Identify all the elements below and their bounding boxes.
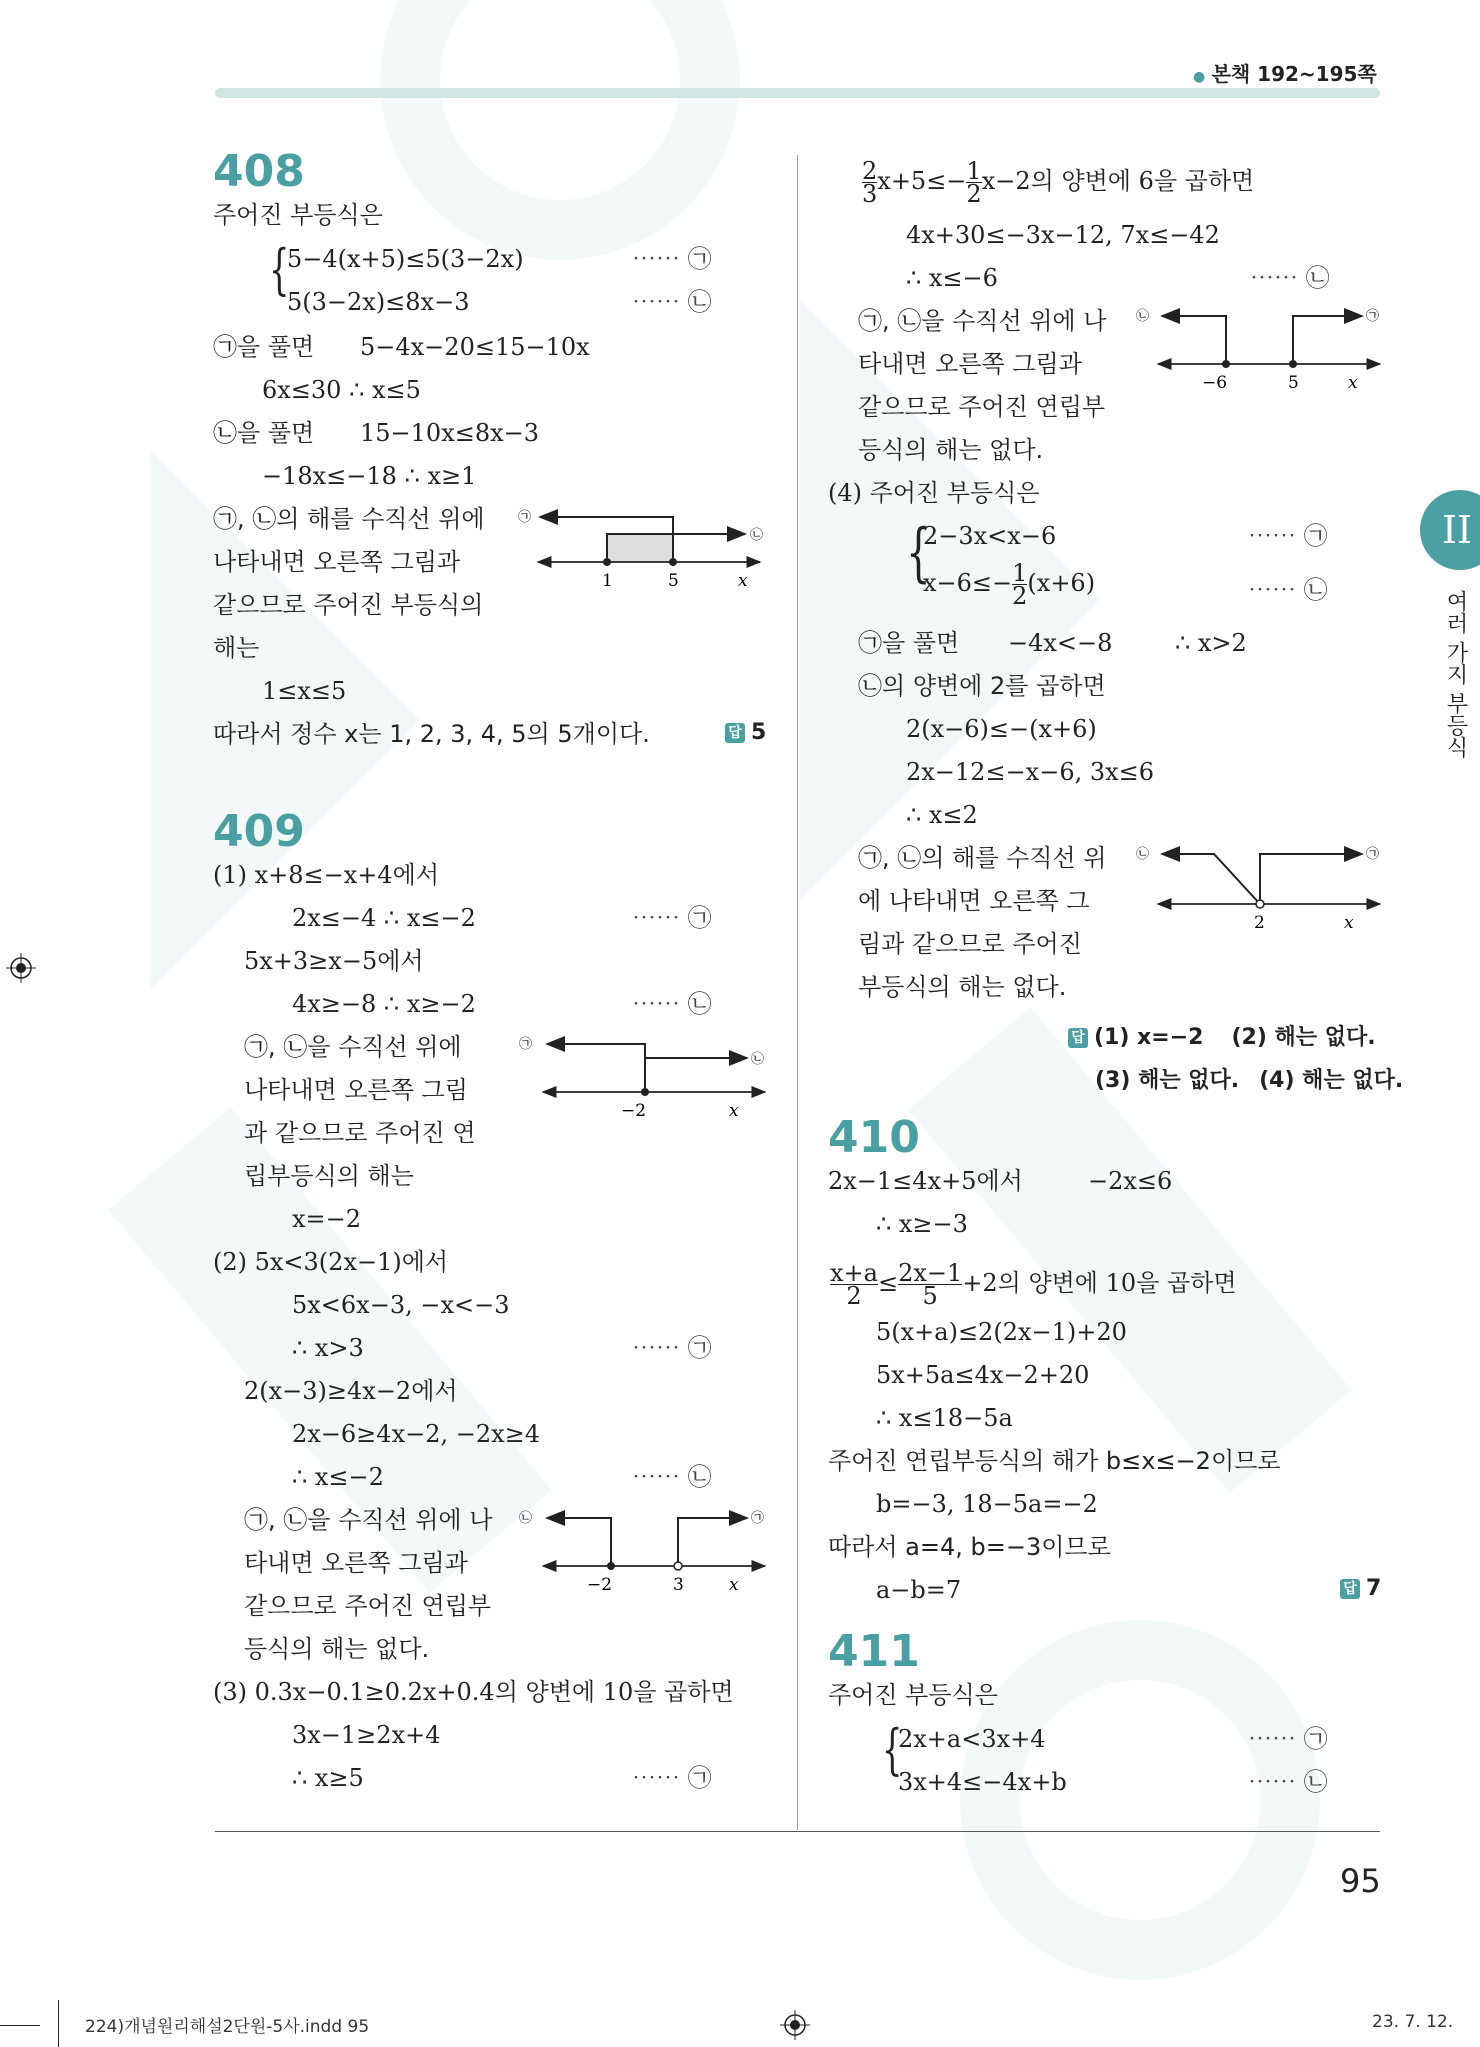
p409-1-desc-1: ㉠, ㉡을 수직선 위에 xyxy=(244,1033,462,1061)
p408-conclusion: 따라서 정수 x는 1, 2, 3, 4, 5의 5개이다. xyxy=(213,720,650,748)
p409-answer-row-2 xyxy=(1095,1063,1403,1094)
p409-2-line1: (2) 5x<3(2x−1)에서 xyxy=(213,1248,449,1276)
svg-text:㉡: ㉡ xyxy=(519,1511,533,1526)
bottom-rule xyxy=(215,1831,1380,1832)
p410-line9: 따라서 a=4, b=−3이므로 xyxy=(828,1533,1111,1561)
p410-answer-value: 7 xyxy=(1366,1576,1382,1601)
p408-number-line xyxy=(510,500,770,600)
p409-1-desc-4: 립부등식의 해는 xyxy=(244,1162,414,1190)
registration-mark-icon xyxy=(6,953,36,983)
p411-system-1: 2x+a<3x+4 xyxy=(898,1725,1046,1753)
p409-4-desc-4: 부등식의 해는 없다. xyxy=(858,973,1067,1001)
nl-label-x: x xyxy=(729,1575,739,1595)
p409-4-mark-2: ⋯⋯ ㉡ xyxy=(1248,576,1328,604)
p409-2-line4: 2(x−3)≥4x−2에서 xyxy=(244,1377,458,1405)
p409-3-cont-line2: 4x+30≤−3x−12, 7x≤−42 xyxy=(906,221,1220,249)
p408-solution: 1≤x≤5 xyxy=(262,677,347,705)
frac-2x1-5: $\frac{2x-1}{5}$ xyxy=(898,1259,963,1310)
p409-4-brace: { xyxy=(906,516,931,590)
p411-intro: 주어진 부등식은 xyxy=(828,1681,998,1709)
p408-step-3b: 15−10x≤8x−3 xyxy=(360,419,540,447)
p409-3-cont-mark: ⋯⋯ ㉡ xyxy=(1250,264,1330,292)
p409-1-number-line xyxy=(515,1030,775,1130)
header-ref xyxy=(1193,58,1377,87)
problem-411-number: 411 xyxy=(828,1626,920,1677)
p409-4-step-2: ㉡의 양변에 2를 곱하면 xyxy=(858,672,1106,700)
p408-brace: { xyxy=(268,238,290,301)
p408-intro: 주어진 부등식은 xyxy=(213,201,383,229)
p411-mark-1: ⋯⋯ ㉠ xyxy=(1248,1725,1328,1753)
p409-1-desc-3: 과 같으므로 주어진 연 xyxy=(244,1119,476,1147)
p409-2-number-line xyxy=(515,1500,775,1600)
p409-3-line1: (3) 0.3x−0.1≥0.2x+0.4의 양변에 10을 곱하면 xyxy=(213,1678,734,1706)
p409-4-step-4: 2x−12≤−x−6, 3x≤6 xyxy=(906,758,1155,786)
frac-2-3: $\frac{2}{3}$ xyxy=(862,157,878,208)
p409-answer-4: (4) 해는 없다. xyxy=(1259,1068,1404,1093)
p409-3-cont-line3: ∴ x≤−6 xyxy=(906,264,998,292)
svg-text:㉠: ㉠ xyxy=(751,1511,765,1526)
p410-answer xyxy=(1340,1576,1381,1601)
nl-label-2: 2 xyxy=(1254,913,1265,933)
bullet-icon: ● xyxy=(1193,69,1206,85)
p408-system-1: 5−4(x+5)≤5(3−2x) xyxy=(287,245,524,273)
p409-4-line1: (4) 주어진 부등식은 xyxy=(828,479,1040,507)
svg-text:㉠: ㉠ xyxy=(519,1037,533,1052)
nl-label-x: x xyxy=(729,1101,739,1121)
nl-label-x: x xyxy=(738,571,748,591)
answer-badge: 답 xyxy=(1068,1028,1088,1048)
p409-4-desc-1: ㉠, ㉡의 해를 수직선 위 xyxy=(858,844,1107,872)
p409-4-desc-2: 에 나타내면 오른쪽 그 xyxy=(858,887,1090,915)
p409-1-solution: x=−2 xyxy=(292,1205,362,1233)
problem-410-number: 410 xyxy=(828,1112,920,1163)
p410-line10: a−b=7 xyxy=(876,1576,962,1604)
p408-step-1a: ㉠을 풀면 xyxy=(213,333,315,361)
p408-system-2: 5(3−2x)≤8x−3 xyxy=(287,288,470,316)
nl-label-neg2: −2 xyxy=(587,1575,613,1595)
crop-mark xyxy=(0,2025,40,2026)
p409-2-desc-2: 타내면 오른쪽 그림과 xyxy=(244,1549,468,1577)
svg-text:㉡: ㉡ xyxy=(751,1052,765,1067)
crop-mark xyxy=(58,2000,59,2047)
svg-text:㉠: ㉠ xyxy=(1366,309,1380,324)
p409-3-mark-1: ⋯⋯ ㉠ xyxy=(632,1764,712,1792)
problem-408-number: 408 xyxy=(213,146,305,197)
p409-2-line2: 5x<6x−3, −x<−3 xyxy=(292,1291,510,1319)
p410-line8: b=−3, 18−5a=−2 xyxy=(876,1490,1098,1518)
p410-line1a: 2x−1≤4x+5에서 xyxy=(828,1167,1023,1195)
p408-desc-2: 나타내면 오른쪽 그림과 xyxy=(213,548,461,576)
p411-mark-2: ⋯⋯ ㉡ xyxy=(1248,1768,1328,1796)
svg-text:㉡: ㉡ xyxy=(1136,309,1150,324)
p409-answer-1: (1) x=−2 xyxy=(1094,1025,1204,1050)
p410-line1b: −2x≤6 xyxy=(1088,1167,1173,1195)
p410-line4: 5(x+a)≤2(2x−1)+20 xyxy=(876,1318,1127,1346)
p409-2-desc-3: 같으므로 주어진 연립부 xyxy=(244,1592,492,1620)
p409-3-line2: 3x−1≥2x+4 xyxy=(292,1721,441,1749)
p409-4-mark-1: ⋯⋯ ㉠ xyxy=(1248,522,1328,550)
p409-2-desc-1: ㉠, ㉡을 수직선 위에 나 xyxy=(244,1506,493,1534)
p408-mark-1: ⋯⋯ ㉠ xyxy=(632,245,712,273)
p409-4-sys2: x−6≤− $\frac{1}{2}$ (x+6) xyxy=(923,559,1096,610)
p408-desc-3: 같으므로 주어진 부등식의 xyxy=(213,591,484,619)
p409-answer-2: (2) 해는 없다. xyxy=(1231,1025,1376,1050)
p408-desc-4: 해는 xyxy=(213,634,260,662)
p409-3-desc-3: 같으므로 주어진 연립부 xyxy=(858,393,1106,421)
p408-step-3a: ㉡을 풀면 xyxy=(213,419,315,447)
frac-1-2: $\frac{1}{2}$ xyxy=(1012,559,1028,610)
p409-2-line6: ∴ x≤−2 xyxy=(292,1463,384,1491)
p409-3-line3: ∴ x≥5 xyxy=(292,1764,364,1792)
p411-system-2: 3x+4≤−4x+b xyxy=(898,1768,1067,1796)
nl-label-neg2: −2 xyxy=(621,1101,647,1121)
answer-badge: 답 xyxy=(1340,1579,1360,1599)
p409-4-desc-3: 림과 같으므로 주어진 xyxy=(858,930,1082,958)
svg-text:㉠: ㉠ xyxy=(1366,847,1380,862)
p409-1-line4: 4x≥−8 ∴ x≥−2 xyxy=(292,990,476,1018)
side-tab-roman: II xyxy=(1442,508,1473,552)
p408-desc-1: ㉠, ㉡의 해를 수직선 위에 xyxy=(213,505,485,533)
p408-answer-value: 5 xyxy=(751,720,767,745)
p410-line2: ∴ x≥−3 xyxy=(876,1210,968,1238)
frac-1-2: $\frac{1}{2}$ xyxy=(966,157,982,208)
page-number: 95 xyxy=(1340,1862,1381,1900)
p409-3-cont-line1 xyxy=(862,157,1255,208)
p408-step-1b: 5−4x−20≤15−10x xyxy=(360,333,590,361)
nl-label-3: 3 xyxy=(673,1575,684,1595)
p409-answer-3: (3) 해는 없다. xyxy=(1095,1068,1240,1093)
nl-label-5: 5 xyxy=(1288,373,1299,393)
footer-file: 224)개념원리해설2단원-5사.indd 95 xyxy=(85,2017,370,2037)
header-bar xyxy=(215,88,1380,98)
p409-1-desc-2: 나타내면 오른쪽 그림 xyxy=(244,1076,468,1104)
column-divider xyxy=(797,155,798,1830)
nl-label-5: 5 xyxy=(668,571,679,591)
p409-3-cont-text-a: x+5≤− xyxy=(877,167,967,195)
p411-brace: { xyxy=(881,1718,903,1781)
p408-mark-2: ⋯⋯ ㉡ xyxy=(632,288,712,316)
p409-4-step-5: ∴ x≤2 xyxy=(906,801,978,829)
p409-answer-row-1 xyxy=(1068,1020,1376,1051)
p409-4-step-1c: ∴ x>2 xyxy=(1175,629,1247,657)
p409-3-desc-4: 등식의 해는 없다. xyxy=(858,436,1044,464)
p409-2-mark-2: ⋯⋯ ㉡ xyxy=(632,1463,712,1491)
p409-3-cont-text-b: x−2의 양변에 6을 곱하면 xyxy=(981,167,1255,195)
answer-badge: 답 xyxy=(725,723,745,743)
p408-step-2: 6x≤30 ∴ x≤5 xyxy=(262,376,421,404)
p409-4-step-3: 2(x−6)≤−(x+6) xyxy=(906,715,1097,743)
p409-1-line3: 5x+3≥x−5에서 xyxy=(244,947,424,975)
p409-4-step-1a: ㉠을 풀면 xyxy=(858,629,960,657)
registration-mark-icon xyxy=(780,2010,810,2040)
nl-label-1: 1 xyxy=(602,571,613,591)
nl-label-x: x xyxy=(1348,373,1358,393)
p410-line6: ∴ x≤18−5a xyxy=(876,1404,1013,1432)
side-tab-chapter: 여러 가지 부등식 xyxy=(1443,590,1468,758)
p409-3-desc-1: ㉠, ㉡을 수직선 위에 나 xyxy=(858,307,1107,335)
p409-1-line1: (1) x+8≤−x+4에서 xyxy=(213,861,440,889)
p408-answer xyxy=(725,720,766,745)
p409-2-line5: 2x−6≥4x−2, −2x≥4 xyxy=(292,1420,541,1448)
p409-1-mark-1: ⋯⋯ ㉠ xyxy=(632,904,712,932)
p409-1-mark-2: ⋯⋯ ㉡ xyxy=(632,990,712,1018)
p409-3-number-line xyxy=(1130,300,1390,400)
mark-b-icon: ㉡ xyxy=(750,528,764,543)
svg-text:㉡: ㉡ xyxy=(1136,847,1150,862)
p409-3-desc-2: 타내면 오른쪽 그림과 xyxy=(858,350,1082,378)
footer-date: 23. 7. 12. xyxy=(1372,2012,1454,2032)
frac-xa-2: $\frac{x+a}{2}$ xyxy=(830,1259,878,1310)
p410-line7: 주어진 연립부등식의 해가 b≤x≤−2이므로 xyxy=(828,1447,1281,1475)
problem-409-number: 409 xyxy=(213,806,305,857)
p409-2-desc-4: 등식의 해는 없다. xyxy=(244,1635,430,1663)
p409-1-line2: 2x≤−4 ∴ x≤−2 xyxy=(292,904,476,932)
p409-2-line3: ∴ x>3 xyxy=(292,1334,364,1362)
p409-2-mark-1: ⋯⋯ ㉠ xyxy=(632,1334,712,1362)
p409-4-step-1b: −4x<−8 xyxy=(1008,629,1113,657)
p410-line3: $\frac{x+a}{2}$ ≤ $\frac{2x-1}{5}$ +2의 양변에 10을 곱하면 xyxy=(830,1259,1237,1310)
book-page-ref: 본책 192~195쪽 xyxy=(1211,62,1377,86)
mark-a-icon: ㉠ xyxy=(518,510,532,525)
p409-4-sys1: 2−3x<x−6 xyxy=(923,522,1057,550)
nl-label-x: x xyxy=(1344,913,1354,933)
p410-line5: 5x+5a≤4x−2+20 xyxy=(876,1361,1090,1389)
p408-step-4: −18x≤−18 ∴ x≥1 xyxy=(262,462,477,490)
nl-label-neg6: −6 xyxy=(1202,373,1228,393)
p409-4-number-line xyxy=(1130,840,1390,940)
